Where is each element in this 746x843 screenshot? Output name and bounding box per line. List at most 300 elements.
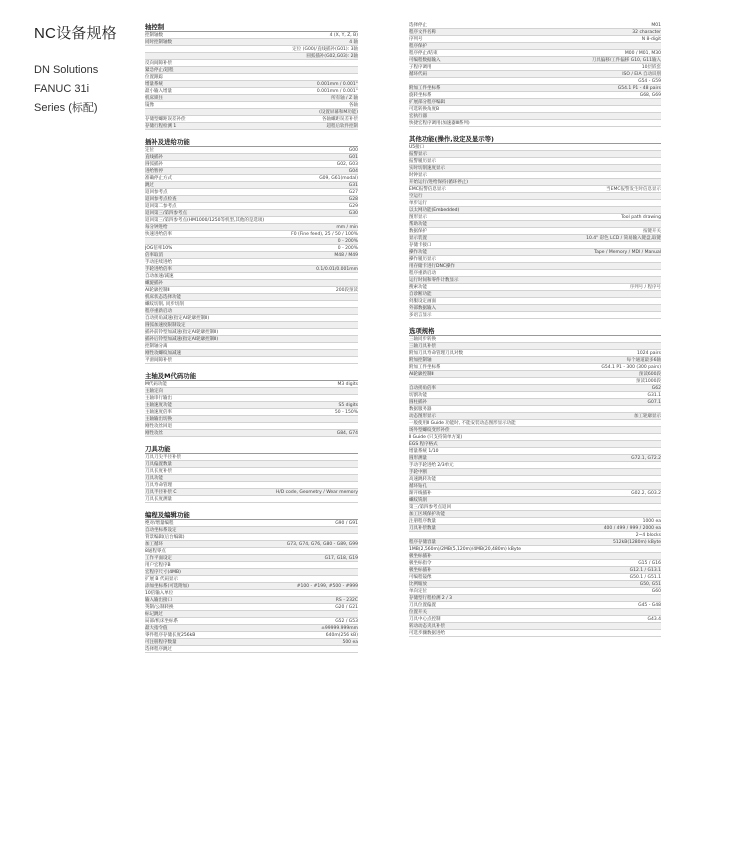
spec-value: G52 / G53	[335, 618, 358, 624]
spec-row	[145, 583, 358, 590]
spec-label: 单向定位	[409, 588, 427, 594]
spec-row	[145, 308, 358, 315]
spec-rows	[145, 32, 358, 130]
spec-section	[145, 444, 358, 503]
spec-row	[409, 378, 661, 385]
spec-label: 快捷宏程序调用(加速器Ⅲ系列)	[409, 120, 470, 126]
spec-row	[409, 263, 661, 270]
spec-label: 报警履历显示	[409, 158, 436, 164]
spec-row	[409, 71, 661, 78]
spec-label: 旋转坐标系	[409, 92, 432, 98]
spec-row	[145, 475, 358, 482]
spec-label: EMC报警信息显示	[409, 186, 446, 192]
spec-row	[409, 581, 661, 588]
spec-row	[409, 277, 661, 284]
spec-label: 准确停止方式	[145, 175, 172, 181]
spec-value: 刀具偏移/工件偏移 G10, G11输入	[591, 57, 661, 63]
spec-label: 渐开线插补	[409, 490, 432, 496]
spec-label: 刚性攻丝回退	[145, 423, 172, 429]
spec-label: 程序文件名称	[409, 29, 436, 35]
spec-row	[145, 350, 358, 357]
spec-value: 0.001mm / 0.001°	[316, 88, 358, 94]
spec-value: G00	[348, 147, 358, 153]
spec-row	[145, 315, 358, 322]
spec-label: 紧急停止/超程	[145, 67, 174, 73]
spec-label: 手轮进给倍率	[145, 266, 172, 272]
spec-row	[145, 238, 358, 245]
spec-row	[145, 109, 358, 116]
spec-row	[409, 158, 661, 165]
spec-label: 英制/公制转换	[145, 604, 174, 610]
spec-row	[409, 113, 661, 120]
spec-value: G73, G74, G76, G80 - G89, G99	[286, 541, 358, 547]
spec-row	[145, 189, 358, 196]
spec-label: Ⅱ Guide (只支持简单方案)	[409, 434, 463, 440]
spec-label: 机床状态选择功能	[145, 294, 181, 300]
spec-rows	[145, 454, 358, 503]
subtitle-line: DN Solutions	[34, 64, 99, 76]
section-title: 刀具功能	[145, 444, 358, 454]
spec-label: 刚性攻丝	[145, 430, 163, 436]
spec-label: 手轮中断	[409, 469, 427, 475]
spec-label: 选择停止	[409, 22, 427, 28]
spec-value: ISO / EIA 自动识别	[622, 71, 661, 77]
spec-label: 零件程序存储长度256kB	[145, 632, 196, 638]
spec-label: 螺纹铣削	[409, 497, 427, 503]
spec-label: 自动拐角减速(指定AI轮廓控制Ⅱ)	[145, 315, 210, 321]
spec-value: G43.4	[647, 616, 661, 622]
spec-value: 32 character	[632, 29, 661, 35]
spec-row	[409, 623, 661, 630]
spec-label: 定位	[145, 147, 154, 153]
spec-label: 空运行	[409, 193, 423, 199]
spec-row	[409, 553, 661, 560]
spec-row	[145, 590, 358, 597]
spec-row	[409, 151, 661, 158]
spec-row	[409, 50, 661, 57]
spec-section	[145, 510, 358, 653]
spec-label: 一般使用Ⅱ Guide 功能时, 不能安装动态图形显示功能	[409, 420, 516, 426]
spec-label: 返回第三/第四参考点(HM1000/1250等机型,其他的是选项)	[145, 217, 265, 223]
spec-value: G60	[651, 588, 661, 594]
spec-label: 程序停止/结束	[409, 50, 438, 56]
spec-row	[409, 221, 661, 228]
spec-value: (设置屏幕和M功能)	[319, 109, 358, 115]
spec-row	[145, 231, 358, 238]
spec-row	[409, 235, 661, 242]
spec-row	[409, 85, 661, 92]
spec-label: 实时切削速度显示	[409, 165, 445, 171]
spec-row	[409, 567, 661, 574]
spec-label: 跳过	[145, 182, 154, 188]
spec-row	[409, 448, 661, 455]
spec-row	[409, 504, 661, 511]
spec-label: 程序保护	[409, 43, 427, 49]
spec-label: 序列号	[409, 36, 423, 42]
spec-value: G27	[348, 189, 358, 195]
spec-label: 主轴串行输出	[145, 395, 172, 401]
spec-value: G72.1, G72.2	[631, 455, 661, 461]
spec-label: 三轴刀具补偿	[409, 343, 436, 349]
spec-row	[409, 165, 661, 172]
spec-value: 按键开关	[643, 228, 661, 234]
spec-row	[145, 430, 358, 437]
spec-label: 10倍输入单位	[145, 590, 174, 596]
subtitle-line: Series (标配)	[34, 102, 98, 114]
spec-section	[409, 134, 661, 319]
spec-value: 10.4" 彩色 LCD / 简易输入键盘,取键	[586, 235, 661, 241]
spec-label: 最大指令值	[145, 625, 168, 631]
spec-value: G50, G51	[639, 581, 661, 587]
spec-row	[145, 154, 358, 161]
spec-row	[409, 99, 661, 106]
spec-label: 返回参考点检查	[145, 196, 177, 202]
spec-value: 50 - 150%	[334, 409, 358, 415]
spec-value: 各轴	[349, 102, 358, 108]
spec-row	[409, 57, 661, 64]
spec-label: 圆柱插补	[409, 399, 427, 405]
spec-row	[409, 441, 661, 448]
spec-row	[409, 179, 661, 186]
spec-row	[409, 36, 661, 43]
spec-label: 主轴定向	[145, 388, 163, 394]
spec-value: G31.1	[647, 392, 661, 398]
spec-row	[409, 574, 661, 581]
spec-value: H/D code, Geometry / Wear memory	[275, 489, 358, 495]
spec-row	[409, 64, 661, 71]
spec-row	[145, 102, 358, 109]
spec-row	[145, 245, 358, 252]
spec-label: 可编程镜像	[409, 574, 432, 580]
spec-row	[145, 625, 358, 632]
spec-row	[409, 476, 661, 483]
spec-row	[145, 541, 358, 548]
side-panel	[34, 22, 134, 118]
spec-label: 自动坐标系设定	[145, 527, 177, 533]
spec-row	[145, 123, 358, 130]
spec-section	[409, 326, 661, 637]
spec-row	[409, 630, 661, 637]
spec-label: 用户宏程序B	[145, 562, 171, 568]
spec-label: EGS 程序格式	[409, 441, 438, 447]
spec-label: 进给暂停	[145, 168, 163, 174]
spec-row	[409, 357, 661, 364]
spec-label: 刀具寿命管理	[145, 482, 172, 488]
spec-row	[145, 604, 358, 611]
spec-label: 操作功能	[409, 249, 427, 255]
spec-label: 自动拐角倍率	[409, 385, 436, 391]
spec-label: 极坐标插补	[409, 553, 432, 559]
spec-value: G09, G61(modal)	[319, 175, 358, 181]
spec-label: 外部数据输入	[409, 305, 436, 311]
section-title: 轴控制	[145, 22, 358, 32]
spec-row	[409, 420, 661, 427]
spec-row	[145, 381, 358, 388]
spec-value: 各轴螺距误差补偿	[322, 116, 358, 122]
spec-label: 单步运行	[409, 200, 427, 206]
spec-row	[145, 273, 358, 280]
spec-column-left	[145, 22, 358, 660]
spec-row	[409, 256, 661, 263]
subtitle-line: FANUC 31i	[34, 83, 90, 95]
spec-label: 返回参考点	[145, 189, 168, 195]
spec-value: G07.1	[647, 399, 661, 405]
spec-rows	[145, 147, 358, 364]
spec-label: 可注册程序数量	[145, 639, 177, 645]
spec-value: 0.1/0.01/0.001mm	[316, 266, 358, 272]
spec-section	[145, 371, 358, 437]
spec-row	[145, 527, 358, 534]
spec-row	[145, 217, 358, 224]
spec-label: 8通程零点	[145, 548, 166, 554]
spec-value: G84, G74	[336, 430, 358, 436]
spec-value: 序列号 / 程序号	[629, 284, 661, 290]
spec-label: 直线插补	[145, 154, 163, 160]
spec-row	[409, 144, 661, 151]
spec-label: 切割功能	[409, 392, 427, 398]
spec-row	[409, 350, 661, 357]
spec-label: 存储卡接口	[409, 242, 432, 248]
spec-value: mm / min	[336, 224, 358, 230]
spec-value: G12.1 / G13.1	[629, 567, 661, 573]
spec-value: G45 - G48	[638, 602, 661, 608]
spec-row	[409, 413, 661, 420]
spec-row	[409, 371, 661, 378]
spec-label: 操作履历显示	[409, 256, 436, 262]
spec-label: 倍率取消	[145, 252, 163, 258]
spec-section	[145, 22, 358, 130]
spec-label: 循环代码	[409, 71, 427, 77]
spec-row	[409, 434, 661, 441]
spec-label: 第三/第四参考点返回	[409, 504, 452, 510]
spec-label: 镜像	[145, 102, 154, 108]
spec-row	[409, 525, 661, 532]
spec-value: G17, G18, G19	[324, 555, 358, 561]
spec-label: 程序存储容量	[409, 539, 436, 545]
spec-value: 0.001mm / 0.001°	[316, 81, 358, 87]
spec-row	[409, 399, 661, 406]
spec-value: G01	[348, 154, 358, 160]
spec-section	[409, 22, 661, 127]
spec-row	[145, 116, 358, 123]
spec-value: 预读1000段	[636, 378, 661, 384]
spec-label: 时钟显示	[409, 172, 427, 178]
spec-label: 子程序调用	[409, 64, 432, 70]
spec-value: G15 / G16	[638, 560, 661, 566]
section-title: 编程及编辑功能	[145, 510, 358, 520]
spec-row	[409, 609, 661, 616]
spec-label: 绝对/增量编程	[145, 520, 174, 526]
spec-row	[409, 616, 661, 623]
spec-value: 1000 ea	[642, 518, 661, 524]
spec-row	[145, 569, 358, 576]
spec-label: 刚性攻螺纹加减速	[145, 350, 181, 356]
spec-label: 插补后铃型加减速(指定AI轮廓控制Ⅱ)	[145, 336, 219, 342]
spec-row	[409, 588, 661, 595]
spec-row	[145, 534, 358, 541]
spec-label: 刀具长度测量	[145, 496, 172, 502]
spec-row	[145, 618, 358, 625]
spec-label: 1MB(2,560m)/2MB(5,120m)/4MB(20,480m) kByte	[409, 546, 522, 552]
spec-row	[409, 602, 661, 609]
spec-row	[145, 224, 358, 231]
spec-row	[145, 343, 358, 350]
spec-row	[409, 120, 661, 127]
spec-row	[145, 67, 358, 74]
spec-row	[145, 611, 358, 618]
spec-label: 伺服设定画面	[409, 298, 436, 304]
spec-value: 每个通道最多6轴	[626, 357, 661, 363]
spec-label: 背景编辑(后台编辑)	[145, 534, 185, 540]
spec-value: 1024 pairs	[637, 350, 661, 356]
spec-value: 4 (X, Y, Z, B)	[329, 32, 358, 38]
spec-label: 附加刀具寿命管理刀具对数	[409, 350, 463, 356]
spec-row	[145, 632, 358, 639]
spec-column-right	[409, 22, 661, 644]
spec-value: 圆弧插补(G02,G03): 2轴	[306, 53, 358, 59]
spec-row	[145, 336, 358, 343]
spec-row	[145, 81, 358, 88]
spec-row	[409, 497, 661, 504]
spec-row	[145, 329, 358, 336]
spec-label: 报警显示	[409, 151, 427, 157]
spec-label: M代码功能	[145, 381, 167, 387]
spec-value: ±99999.999mm	[321, 625, 358, 631]
spec-value: 10层嵌套	[641, 64, 661, 70]
spec-value: 定位 (G00)/直线插补(G01): 3轴	[292, 46, 358, 52]
spec-label: 运行时间和零件计数显示	[409, 277, 459, 283]
spec-row	[145, 388, 358, 395]
spec-row	[409, 385, 661, 392]
spec-label: 附加工件坐标系	[409, 364, 441, 370]
spec-row	[409, 270, 661, 277]
spec-label: 刀具位置偏置	[409, 602, 436, 608]
spec-label: 主轴速度倍率	[145, 409, 172, 415]
spec-value: 4 轴	[349, 39, 358, 45]
spec-value: G50.1 / G51.1	[629, 574, 661, 580]
spec-row	[145, 548, 358, 555]
spec-value: Tool path drawing	[621, 214, 661, 220]
spec-row	[409, 228, 661, 235]
spec-row	[145, 294, 358, 301]
spec-row	[409, 312, 661, 319]
page-title: NC设备规格	[34, 25, 117, 42]
spec-rows	[145, 520, 358, 653]
spec-value: G29	[348, 203, 358, 209]
spec-row	[409, 22, 661, 29]
spec-value: G54.1 P1 - 48 pairs	[617, 85, 661, 91]
spec-row	[145, 454, 358, 461]
spec-label: 每分钟进给	[145, 224, 168, 230]
spec-label: 增量系统 1/10	[409, 448, 439, 454]
spec-row	[409, 483, 661, 490]
spec-label: 开始运行/进给保持(循环停止)	[409, 179, 469, 185]
spec-row	[409, 298, 661, 305]
spec-label: 附加控制轴	[409, 357, 432, 363]
spec-label: 极坐标指令	[409, 560, 432, 566]
spec-value: RS - 232C	[335, 597, 358, 603]
spec-row	[409, 193, 661, 200]
spec-value: M01	[651, 22, 661, 28]
spec-label: 工作平面设定	[145, 555, 172, 561]
spec-label: 圆弧加速度限制设定	[145, 322, 186, 328]
spec-value: 当EMC报警发生时信息显示	[606, 186, 661, 192]
spec-label: 同时控制轴数	[145, 39, 172, 45]
spec-label: AI轮廓控制Ⅱ	[145, 287, 170, 293]
spec-label: 循环钻孔	[409, 483, 427, 489]
spec-row	[145, 95, 358, 102]
spec-row	[145, 266, 358, 273]
spec-value: M00 / M01, M30	[624, 50, 661, 56]
spec-label: 存储型行程检测 2 / 3	[409, 595, 453, 601]
spec-row	[145, 182, 358, 189]
spec-row	[145, 597, 358, 604]
spec-value: G90 / G91	[335, 520, 358, 526]
spec-value: 400 / 499 / 999 / 2000 ea	[603, 525, 661, 531]
spec-label: 比例缩放	[409, 581, 427, 587]
spec-label: 极坐标插补	[409, 567, 432, 573]
spec-label: 刀具中心点控制	[409, 616, 441, 622]
subtitle	[34, 61, 134, 118]
spec-row	[145, 287, 358, 294]
spec-row	[409, 214, 661, 221]
spec-label: 控制轴分离	[145, 343, 168, 349]
spec-row	[145, 489, 358, 496]
spec-row	[409, 249, 661, 256]
spec-label: 程序重新启动	[409, 270, 436, 276]
spec-value: G04	[348, 168, 358, 174]
spec-label: 局部/机床坐标系	[145, 618, 179, 624]
spec-row	[409, 546, 661, 553]
spec-value: 512kB(1280m) kByte	[613, 539, 661, 545]
spec-label: 快速进给倍率	[145, 231, 172, 237]
spec-label: 场外型螺纹变形补偿	[409, 427, 450, 433]
spec-label: 加工区域保护功能	[409, 511, 445, 517]
spec-label: U5接口	[409, 144, 425, 150]
spec-label: 可选步骤数据进给	[409, 630, 445, 636]
spec-value: F0 (Fine feed), 25 / 50 / 100%	[291, 231, 358, 237]
spec-rows	[409, 336, 661, 637]
spec-row	[145, 39, 358, 46]
spec-label: 最小输入增量	[145, 88, 172, 94]
spec-value: G54.1 P1 - 300 (300 pairs)	[601, 364, 661, 370]
spec-row	[145, 639, 358, 646]
spec-row	[145, 210, 358, 217]
section-title: 其他功能(操作,设定及显示等)	[409, 134, 661, 144]
spec-row	[409, 511, 661, 518]
spec-label: 用存储卡进行DNC操作	[409, 263, 455, 269]
spec-row	[145, 280, 358, 287]
spec-label: AI轮廓控制Ⅱ	[409, 371, 434, 377]
spec-label: 返回第二参考点	[145, 203, 177, 209]
spec-row	[145, 395, 358, 402]
spec-row	[145, 74, 358, 81]
spec-value: S5 digits	[338, 402, 358, 408]
spec-label: 多语言显示	[409, 312, 432, 318]
spec-row	[145, 147, 358, 154]
spec-value: G02.2, G03.2	[631, 490, 661, 496]
spec-label: 螺纹切削, 同步切削	[145, 301, 184, 307]
spec-row	[409, 560, 661, 567]
spec-row	[409, 291, 661, 298]
spec-value: G02, G03	[336, 161, 358, 167]
spec-label: 数据保护	[409, 228, 427, 234]
spec-label: 控制轴数	[145, 32, 163, 38]
spec-label: 加工循环	[145, 541, 163, 547]
spec-row	[145, 161, 358, 168]
spec-row	[145, 555, 358, 562]
spec-value: 超程后软件控制	[326, 123, 358, 129]
